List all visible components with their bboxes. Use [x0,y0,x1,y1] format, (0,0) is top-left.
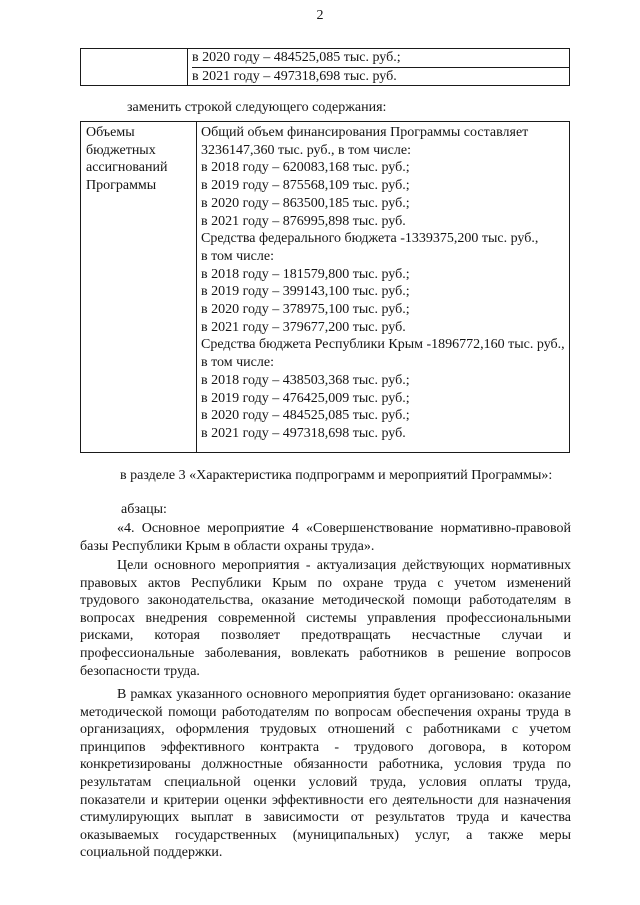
section-reference: в разделе 3 «Характеристика подпрограмм и мероприятий Программы»: [120,468,553,483]
value-line: в 2021 году – 497318,698 тыс. руб. [201,425,406,441]
value-line: в 2018 году – 620083,168 тыс. руб.; [201,160,410,176]
paragraph-line: результатам специальной оценки условий труда, условия оплаты труда, [80,774,571,790]
label-line: бюджетных [86,142,156,158]
budget-table-value-cell [197,122,570,453]
paragraph-line: показатели и критерии оценки эффективности его деятельности для назначения [80,792,571,808]
paragraph-line: рисками, которая позволяет предотвращать несчастные случаи и [80,628,571,644]
paragraph-line: организациях, оформления трудовых отношений с работниками с учетом [80,722,571,738]
paragraph-line: методической помощи работодателям по вопросам обеспечения охраны труда в [80,704,571,720]
quote-line: «4. Основное мероприятие 4 «Совершенствование нормативно-правовой [117,521,571,536]
value-line: в 2020 году – 863500,185 тыс. руб.; [201,195,410,211]
budget-table-label-cell [81,122,197,453]
value-line: в 2021 году – 876995,898 тыс. руб. [201,213,406,229]
top-table-line: в 2021 году – 497318,698 тыс. руб. [192,67,569,86]
paragraph-line: социальной поддержки. [80,845,223,861]
paragraph-line: правовых актов Республики Крым по охране труда с учетом изменений [80,575,571,591]
value-line: в 2018 году – 181579,800 тыс. руб.; [201,266,410,282]
paragraphs-label: абзацы: [121,502,167,517]
paragraph-line: Цели основного мероприятия - актуализация действующих нормативных [117,558,571,573]
value-line: в 2018 году – 438503,368 тыс. руб.; [201,372,410,388]
label-line: Объемы [86,125,135,140]
paragraph-line: принципов эффективного контракта - трудового договора, в котором [80,739,571,755]
paragraph-line: В рамках указанного основного мероприятия будет организовано: оказание [117,687,571,702]
paragraph-implementation [80,686,571,862]
quoted-heading [80,520,571,555]
paragraph-goals [80,557,571,680]
value-line: в 2021 году – 379677,200 тыс. руб. [201,319,406,335]
value-line: в 2020 году – 484525,085 тыс. руб.; [201,408,410,424]
value-line: Общий объем финансирования Программы составляет [201,125,529,140]
paragraph-line: стимулирующих выплат в зависимости от результатов труда и качества [80,810,571,826]
value-line: в 2019 году – 399143,100 тыс. руб.; [201,284,410,300]
paragraph-line: трудового законодательства, оказание методической помощи работодателям в [80,593,571,609]
label-line: Программы [86,178,157,194]
replace-instruction: заменить строкой следующего содержания: [127,100,387,115]
value-line: Средства бюджета Республики Крым -1896772,160 тыс. руб., [201,337,565,353]
paragraph-line: конкретизированы должностные обязанности работника, условия труда по [80,757,571,773]
page-number: 2 [316,8,324,23]
value-line: Средства федерального бюджета -1339375,200 тыс. руб., [201,231,539,247]
value-line: в 2020 году – 378975,100 тыс. руб.; [201,302,410,318]
paragraph-line: профессиональные заболевания, вовлекать работников в решение вопросов [80,645,571,661]
paragraph-line: вопросах внедрения современной системы управления профессиональными [80,610,571,626]
paragraph-line: безопасности труда. [80,663,200,679]
quote-line: базы Республики Крым в области охраны труда». [80,538,375,554]
value-line: в 2019 году – 476425,009 тыс. руб.; [201,390,410,406]
top-table-line: в 2020 году – 484525,085 тыс. руб.; [192,50,401,65]
top-table-label-cell [81,49,188,86]
top-table [80,48,570,86]
value-line: в том числе: [201,248,274,264]
value-line: 3236147,360 тыс. руб., в том числе: [201,142,411,158]
budget-table [80,121,570,453]
top-table-value-cell [188,49,570,86]
label-line: ассигнований [86,160,168,176]
value-line: в 2019 году – 875568,109 тыс. руб.; [201,178,410,194]
value-line: в том числе: [201,355,274,371]
paragraph-line: оказываемых государственных (муниципальных) услуг, а также меры [80,827,571,843]
